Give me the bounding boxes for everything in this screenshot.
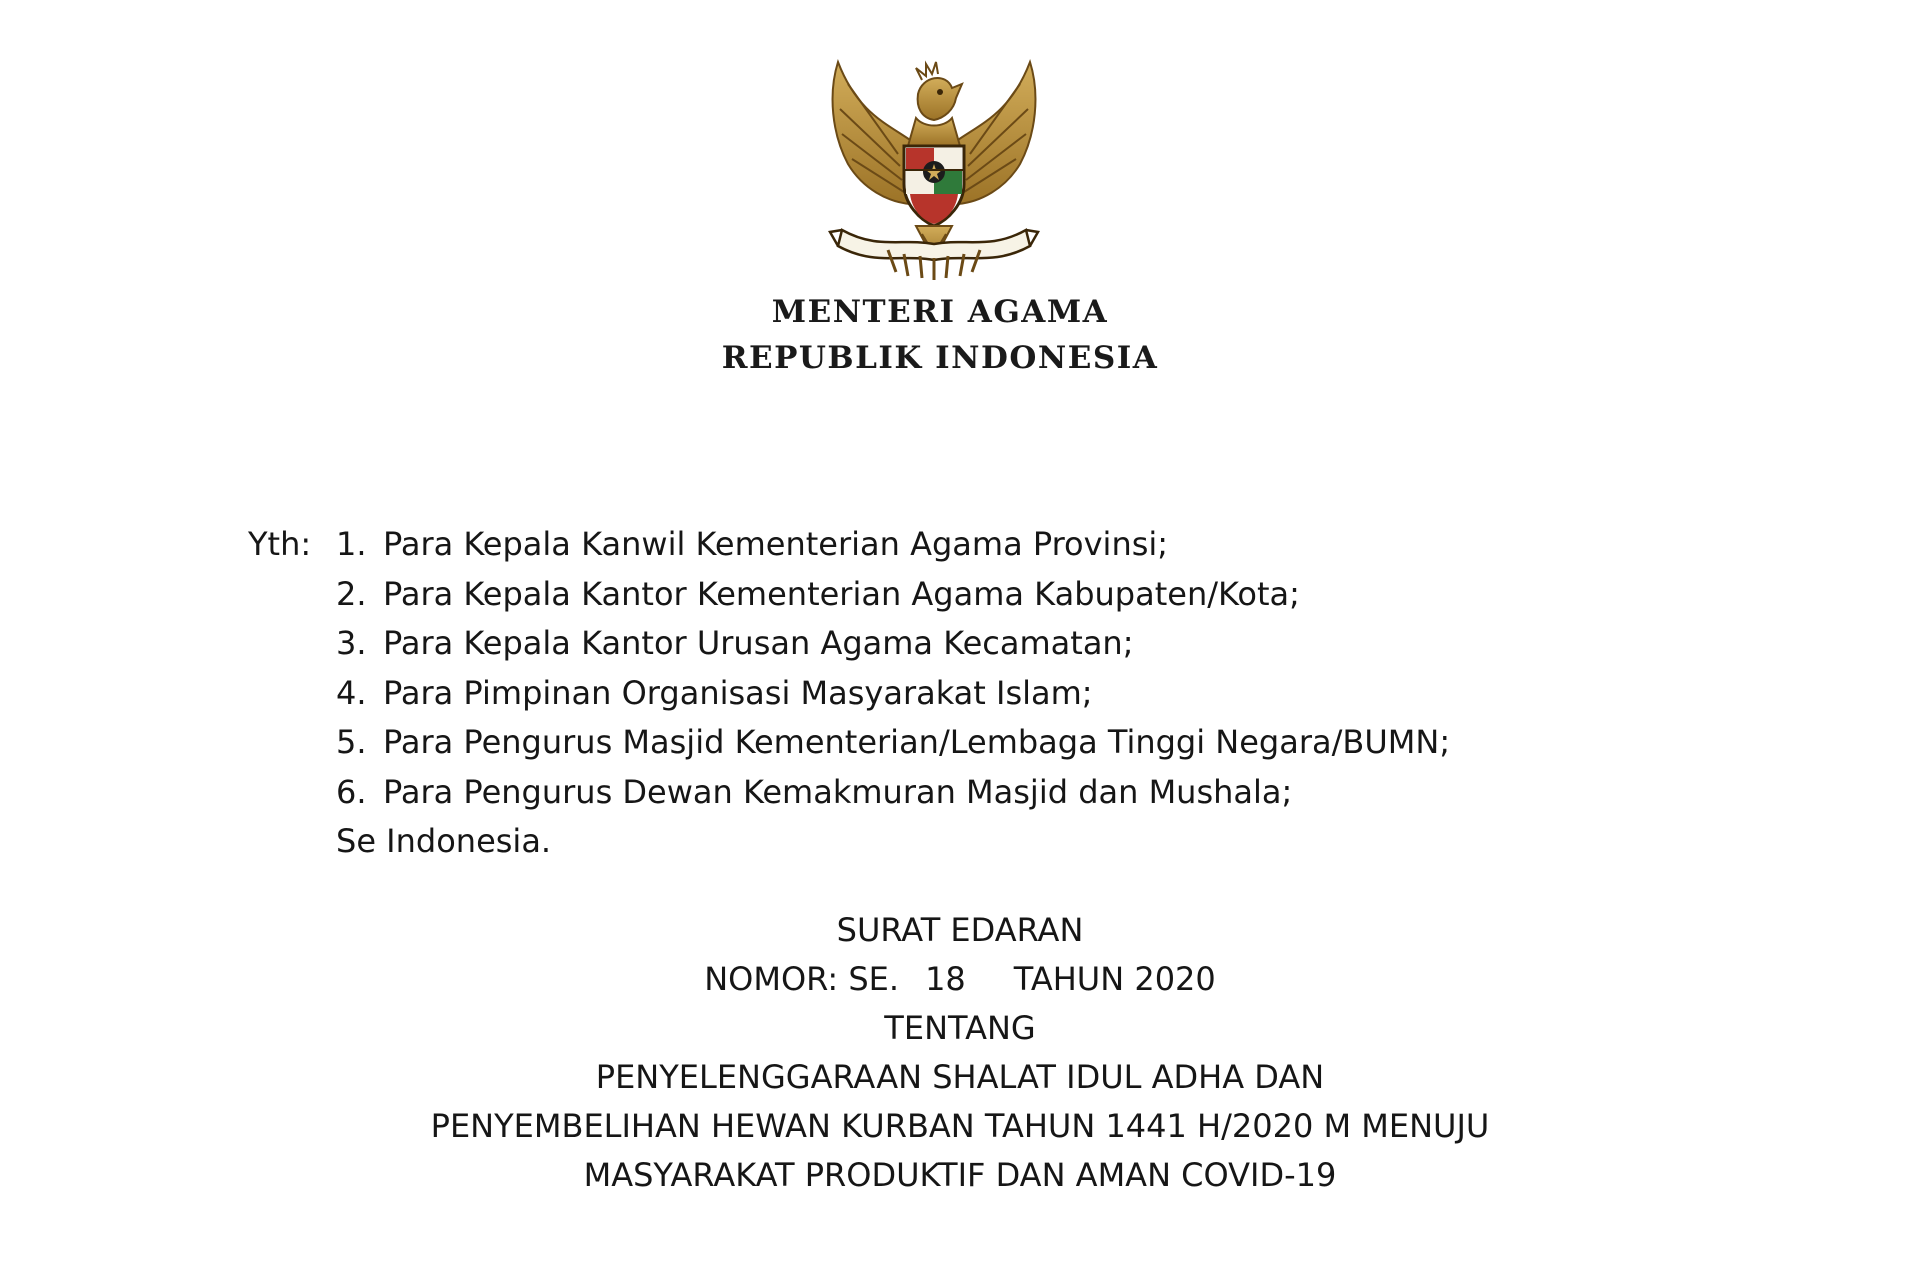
recipient-row [248,520,1450,570]
recipient-number: 4. [336,673,367,712]
recipient-text: Para Kepala Kanwil Kementerian Agama Provinsi; [383,525,1169,563]
garuda-pancasila-emblem-icon [818,54,1050,286]
recipient-number: 1. [336,525,367,563]
circular-title: SURAT EDARAN [836,911,1084,949]
circular-number-line [0,955,1920,1004]
circular-number-label: NOMOR: SE. [704,960,900,998]
circular-header [0,906,1920,1200]
circular-subject-line: MASYARAKAT PRODUKTIF DAN AMAN COVID-19 [583,1156,1337,1194]
recipient-row [248,768,1450,818]
recipient-row [248,718,1450,768]
recipient-text: Para Pimpinan Organisasi Masyarakat Islam; [383,673,1093,712]
recipient-row [248,619,1450,669]
recipient-row [248,570,1450,620]
recipient-number: 5. [336,723,367,761]
recipients-block [248,520,1450,867]
recipient-number: 3. [336,624,367,662]
letterhead-line-2: REPUBLIK INDONESIA [721,340,1159,376]
circular-year-label: TAHUN 2020 [1013,960,1216,998]
recipient-text: Para Pengurus Masjid Kementerian/Lembaga Tinggi Negara/BUMN; [383,723,1451,761]
recipients-prefix: Yth: [248,525,312,563]
circular-subject-line: PENYEMBELIHAN HEWAN KURBAN TAHUN 1441 H/2020 M MENUJU [430,1107,1490,1145]
circular-number-value: 18 [925,960,966,998]
recipient-closing: Se Indonesia. [336,822,552,860]
recipient-text: Para Pengurus Dewan Kemakmuran Masjid dan Mushala; [383,772,1293,811]
recipient-text: Para Kepala Kantor Kementerian Agama Kabupaten/Kota; [383,574,1300,613]
recipient-text: Para Kepala Kantor Urusan Agama Kecamatan; [383,624,1134,662]
circular-subject-line: PENYELENGGARAAN SHALAT IDUL ADHA DAN [595,1058,1325,1096]
recipient-number: 2. [336,574,367,613]
letterhead-line-1: MENTERI AGAMA [771,294,1109,330]
circular-about: TENTANG [884,1009,1036,1047]
recipient-row [248,669,1450,719]
recipient-number: 6. [336,772,367,811]
recipient-closing-row [248,817,1450,867]
